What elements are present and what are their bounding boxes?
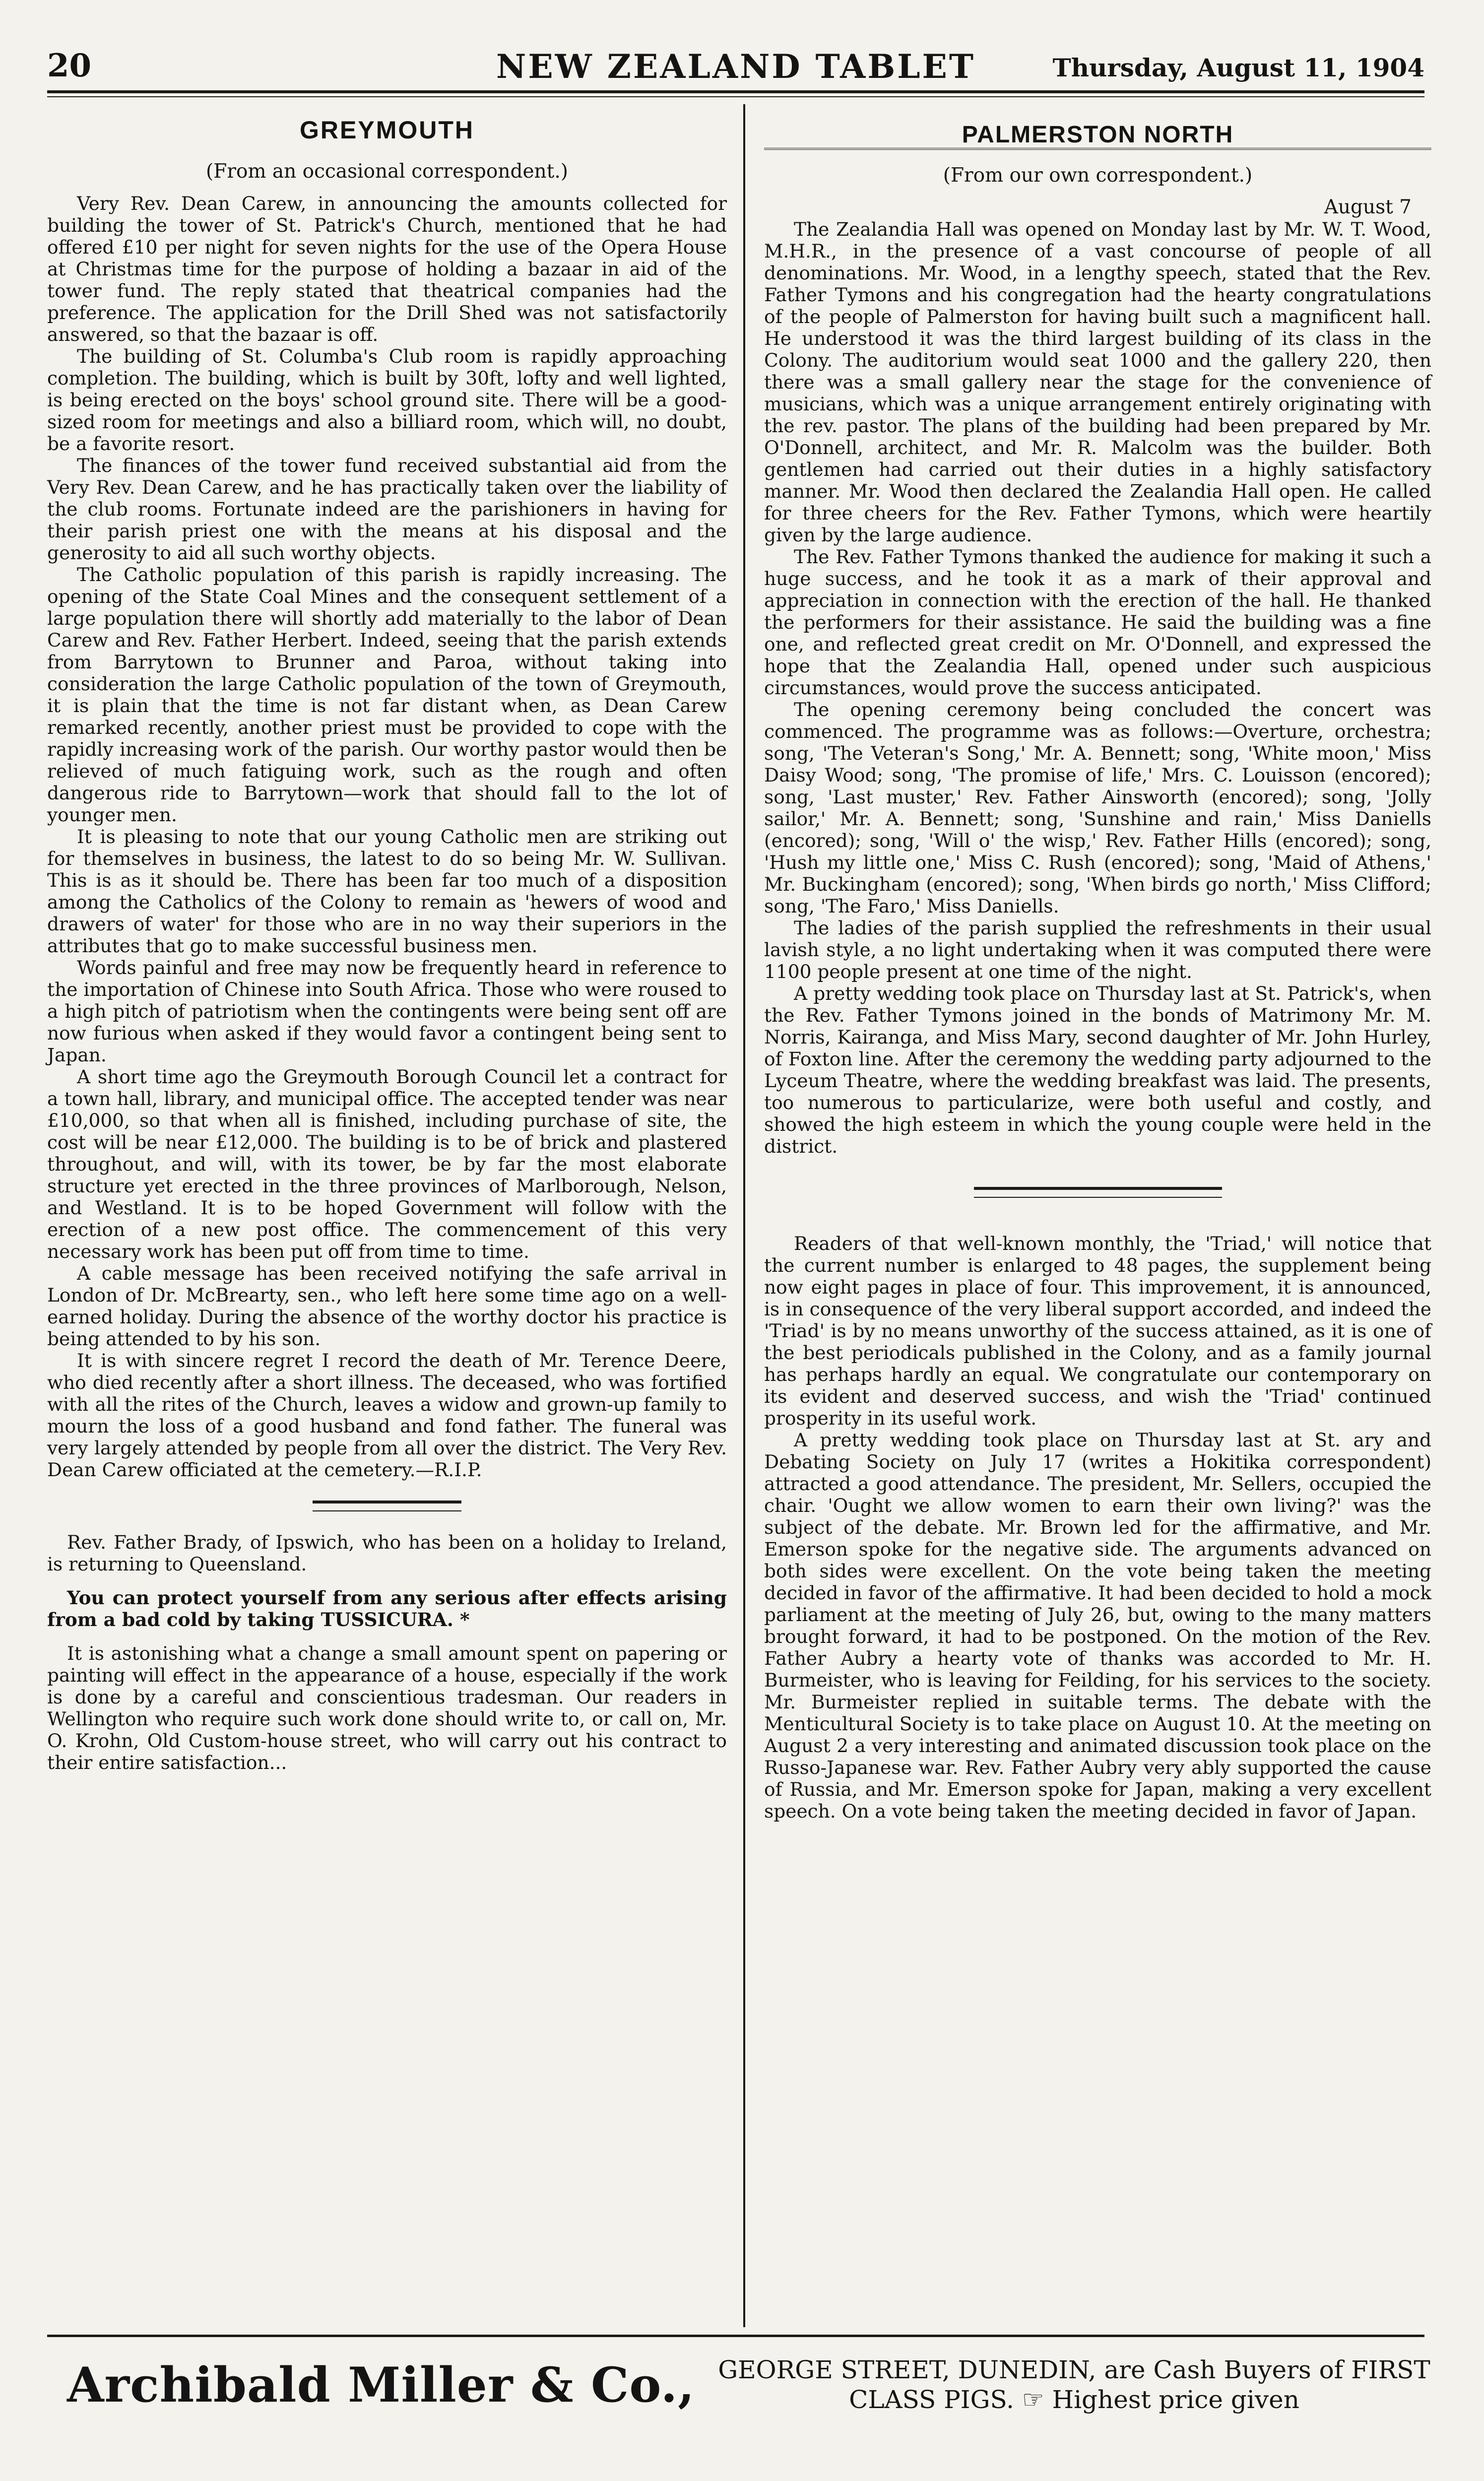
notices bbox=[47, 1531, 727, 1773]
greymouth-paragraph: The building of St. Columba's Club room is rapidly approaching completion. The building, which is built by 30ft, lofty and well lighted, is being erected on the boys' school ground site. There will be a good-sized room for meetings and also a billiard room, which will, no doubt, be a favorite resort. bbox=[47, 345, 727, 455]
debating-paragraph: A pretty wedding took place on Thursday last at St. ary and Debating Society on July 17 (writes a Hokitika correspondent) attracted a good attendance. The president, Mr. Sellers, occupied the chair. 'Ought we allow women to earn their own living?' was the subject of the debate. Mr. Brown led for the affirmative, and Mr. Emerson spoke for the negative side. The arguments advanced on both sides were excellent. On the vote being taken the meeting decided in favor of the affirmative. It had been decided to hold a mock parliament at the meeting of July 26, but, owing to the many matters brought forward, it had to be postponed. On the motion of the Rev. Father Aubry a hearty vote of thanks was accorded to Mr. H. Burmeister, who is leaving for Feilding, for his services to the society. Mr. Burmeister replied in suitable terms. The debate with the Menticultural Society is to take place on August 10. At the meeting on August 2 a very interesting and animated discussion took place on the Russo-Japanese war. Rev. Father Aubry very ably supported the cause of Russia, and Mr. Emerson spoke for Japan, making a very excellent speech. On a vote being taken the meeting decided in favor of Japan. bbox=[764, 1429, 1431, 1822]
greymouth-heading: GREYMOUTH bbox=[300, 116, 474, 144]
greymouth-paragraph: A cable message has been received notifying the safe arrival in London of Dr. McBrearty, sen., who left here some time ago on a well-earned holiday. During the absence of the worthy doctor his practice is being attended to by his son. bbox=[47, 1262, 727, 1350]
masthead-rule-thin bbox=[47, 96, 1424, 97]
advert-copy-line: CLASS PIGS. ☞ Highest price given bbox=[849, 2385, 1299, 2414]
palmerston-byline: (From our own correspondent.) bbox=[943, 164, 1253, 187]
masthead-rule bbox=[47, 90, 1424, 93]
right-column bbox=[764, 104, 1431, 1822]
greymouth-byline: (From an occasional correspondent.) bbox=[206, 160, 568, 183]
advert-copy bbox=[702, 2355, 1446, 2415]
greymouth-paragraph: The finances of the tower fund received substantial aid from the Very Rev. Dean Carew, and he has practically taken over the liability of the club rooms. Fortunate indeed are the parishioners in having for their parish priest one with the means at his disposal and the generosity to aid all such worthy objects. bbox=[47, 455, 727, 564]
palmerston-paragraph: The opening ceremony being concluded the concert was commenced. The programme was as follows:—Overture, orchestra; song, 'The Veteran's Song,' Mr. A. Bennett; song, 'White moon,' Miss Daisy Wood; song, 'The promise of life,' Mrs. C. Louisson (encored); song, 'Last muster,' Rev. Father Ainsworth (encored); song, 'Jolly sailor,' Mr. A. Bennett; song, 'Sunshine and rain,' Miss Daniells (encored); song, 'Will o' the wisp,' Rev. Father Hills (encored); song, 'Hush my little one,' Miss C. Rush (encored); song, 'Maid of Athens,' Mr. Buckingham (encored); song, 'When birds go north,' Miss Clifford; song, 'The Faro,' Miss Daniells. bbox=[764, 699, 1431, 917]
triad-paragraph: Readers of that well-known monthly, the 'Triad,' will notice that the current number is enlarged to 48 pages, the supplement being now eight pages in place of four. This improvement, it is announced, is in consequence of the very liberal support accorded, and indeed the 'Triad' is by no means unworthy of the success attained, as it is one of the best periodicals published in the Colony, and as a family journal has perhaps hardly an equal. We congratulate our contemporary on its evident and deserved success, and wish the 'Triad' continued prosperity in its useful work. bbox=[764, 1233, 1431, 1429]
greymouth-paragraph: It is with sincere regret I record the death of Mr. Terence Deere, who died recently after a short illness. The deceased, who was fortified with all the rites of the Church, leaves a widow and grown-up family to mourn the loss of a good husband and fond father. The funeral was very largely attended by people from all over the district. The Very Rev. Dean Carew officiated at the cemetery.—R.I.P. bbox=[47, 1350, 727, 1481]
section-separator bbox=[313, 1501, 461, 1511]
section-separator bbox=[974, 1187, 1222, 1198]
footer-advert bbox=[47, 2352, 1430, 2431]
left-column bbox=[47, 104, 727, 1785]
palmerston-paragraph: The Rev. Father Tymons thanked the audience for making it such a huge success, and he took it as a mark of their approval and appreciation in connection with the erection of the hall. He thanked the performers for their assistance. He said the building was a fine one, and reflected great credit on Mr. O'Donnell, and expressed the hope that the Zealandia Hall, opened under such auspicious circumstances, would prove the success anticipated. bbox=[764, 546, 1431, 699]
newspaper-title: NEW ZEALAND TABLET bbox=[496, 47, 975, 86]
greymouth-paragraph: A short time ago the Greymouth Borough Council let a contract for a town hall, library, and municipal office. The accepted tender was near £10,000, so that when all is finished, including purchase of site, the cost will be near £12,000. The building is to be of brick and plastered throughout, and will, with its tower, be by far the most elaborate structure yet erected in the three provinces of Marlborough, Nelson, and Westland. It is to be hoped Government will follow with the erection of a new post office. The commencement of this very necessary work has been put off from time to time. bbox=[47, 1066, 727, 1262]
palmerston-paragraph: The Zealandia Hall was opened on Monday last by Mr. W. T. Wood, M.H.R., in the presence of a vast concourse of people of all denominations. Mr. Wood, in a lengthy speech, stated that the Rev. Father Tymons and his congregation had the hearty congratulations of the people of Palmerston for having built such a magnificent hall. He understood it was the third largest building of its class in the Colony. The auditorium would seat 1000 and the gallery 220, then there was a small gallery near the stage for the convenience of musicians, which was a unique arrangement entirely originating with the rev. pastor. The plans of the building had been prepared by Mr. O'Donnell, architect, and Mr. R. Malcolm was the builder. Both gentlemen had carried out their duties in a highly satisfactory manner. Mr. Wood then declared the Zealandia Hall open. He called for three cheers for the Rev. Father Tymons, which were heartily given by the large audience. bbox=[764, 218, 1431, 546]
palmerston-dateline: August 7 bbox=[1324, 196, 1412, 218]
palmerston-heading: PALMERSTON NORTH bbox=[764, 124, 1431, 150]
column-divider bbox=[743, 104, 745, 2327]
greymouth-paragraph: Very Rev. Dean Carew, in announcing the amounts collected for building the tower of St. Patrick's Church, mentioned that he had offered £10 per night for seven nights for the use of the Opera House at Christmas time for the purpose of holding a bazaar in aid of the tower fund. The reply stated that theatrical companies had the preference. The application for the Drill Shed was not satisfactorily answered, so that the bazaar is off. bbox=[47, 193, 727, 345]
greymouth-paragraph: The Catholic population of this parish is rapidly increasing. The opening of the State Coal Mines and the consequent settlement of a large population there will shortly add materially to the labor of Dean Carew and Rev. Father Herbert. Indeed, seeing that the parish extends from Barrytown to Brunner and Paroa, without taking into consideration the large Catholic population of the town of Greymouth, it is plain that the time is not far distant when, as Dean Carew remarked recently, another priest must be provided to cope with the rapidly increasing work of the parish. Our worthy pastor would then be relieved of much fatiguing work, such as the rough and often dangerous ride to Barrytown—work that should fall to the lot of younger men. bbox=[47, 564, 727, 826]
advert-firm-name: Archibald Miller & Co., bbox=[67, 2357, 695, 2413]
masthead bbox=[47, 47, 1424, 102]
advert-copy-line: GEORGE STREET, DUNEDIN, are Cash Buyers of FIRST bbox=[718, 2355, 1430, 2384]
palmerston-paragraph: The ladies of the parish supplied the refreshments in their usual lavish style, a no light undertaking when it was computed there were 1100 people present at one time of the night. bbox=[764, 917, 1431, 982]
greymouth-paragraph: Words painful and free may now be frequently heard in reference to the importation of Chinese into South Africa. Those who were roused to a high pitch of patriotism when the contingents were being sent off are now furious when asked if they would favor a contingent being sent to Japan. bbox=[47, 957, 727, 1066]
notice-item: It is astonishing what a change a small amount spent on papering or painting will effect in the appearance of a house, especially if the work is done by a careful and conscientious tradesman. Our readers in Wellington who require such work done should write to, or call on, Mr. O. Krohn, Old Custom-house street, who will carry out his contract to their entire satisfaction... bbox=[47, 1642, 727, 1773]
notice-item: Rev. Father Brady, of Ipswich, who has been on a holiday to Ireland, is returning to Queensland. bbox=[47, 1531, 727, 1575]
notice-item: You can protect yourself from any serious after effects arising from a bad cold by taking TUSSICURA. * bbox=[47, 1587, 727, 1631]
greymouth-paragraph: It is pleasing to note that our young Catholic men are striking out for themselves in business, the latest to do so being Mr. W. Sullivan. This is as it should be. There has been far too much of a disposition among the Catholics of the Colony to remain as 'hewers of wood and drawers of water' for those who are in no way their superiors in the attributes that go to make successful business men. bbox=[47, 826, 727, 957]
issue-date: Thursday, August 11, 1904 bbox=[1052, 53, 1424, 82]
footer-rule bbox=[47, 2335, 1424, 2337]
palmerston-paragraph: A pretty wedding took place on Thursday last at St. Patrick's, when the Rev. Father Tymons joined in the bonds of Matrimony Mr. M. Norris, Kairanga, and Miss Mary, second daughter of Mr. John Hurley, of Foxton line. After the ceremony the wedding party adjourned to the Lyceum Theatre, where the wedding breakfast was laid. The presents, too numerous to particularize, were both useful and costly, and showed the high esteem in which the young couple were held in the district. bbox=[764, 982, 1431, 1157]
page-number: 20 bbox=[47, 47, 92, 84]
